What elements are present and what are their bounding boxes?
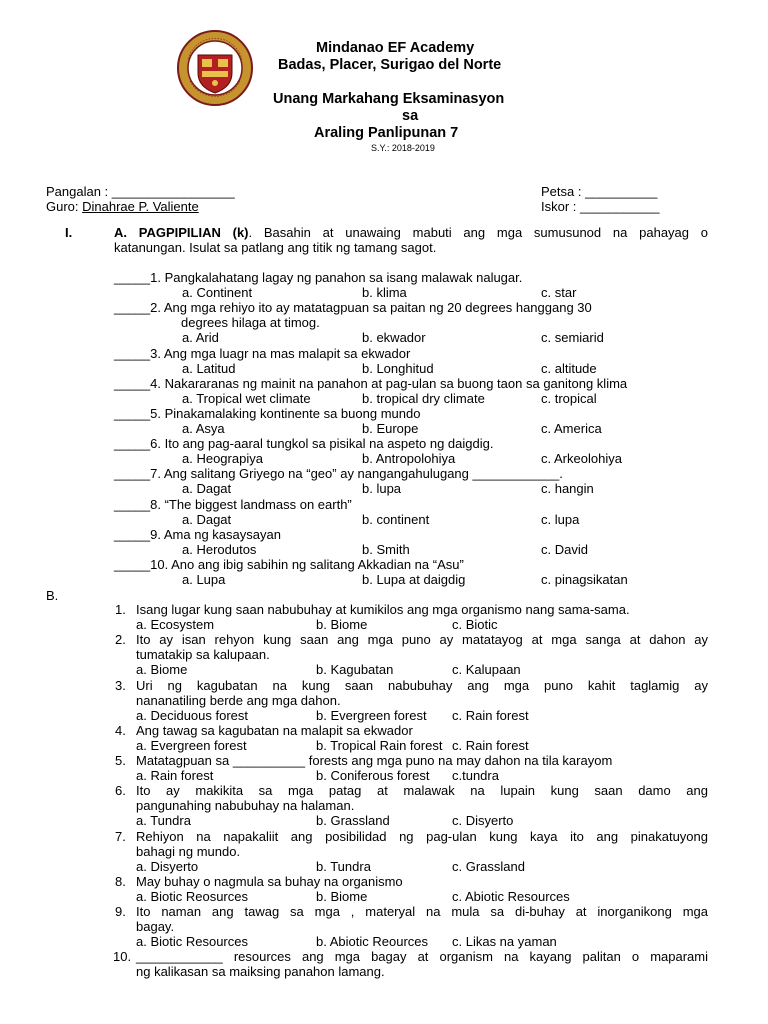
question-text: _____3. Ang mga luagr na mas malapit sa ekwador xyxy=(114,345,411,361)
part-b-label: B. xyxy=(46,588,59,603)
choice-a: a. Biome xyxy=(136,662,188,678)
choice-a: a. Ecosystem xyxy=(136,617,215,633)
school-address: Badas, Placer, Surigao del Norte xyxy=(278,57,502,73)
choice-b: b. ekwador xyxy=(362,330,426,346)
item-number: 5. xyxy=(115,753,126,768)
subject-title: Araling Panlipunan 7 xyxy=(314,125,459,141)
score-field: Iskor : ___________ xyxy=(541,199,660,214)
item-number: 7. xyxy=(115,828,126,844)
date-field: Petsa : __________ xyxy=(541,184,658,199)
item-number: 6. xyxy=(115,783,126,799)
question-text: Uri ng kagubatan na kung saan nabubuhay ang mga puno kahit taglamig ay xyxy=(136,677,708,693)
question-text: Matatagpuan sa __________ forests ang mga puno na may dahon na tila karayom xyxy=(136,753,613,768)
question-text: pangunahing nabubuhay na halaman. xyxy=(136,798,355,814)
question-text: _____2. Ang mga rehiyo ito ay matatagpuan sa paitan ng 20 degrees hanggang 30 xyxy=(114,300,592,316)
choice-a: a. Rain forest xyxy=(136,768,214,784)
choice-b: b. Evergreen forest xyxy=(316,707,427,723)
question-text: bagay. xyxy=(136,919,175,935)
teacher-name: Dinahrae P. Valiente xyxy=(82,199,199,214)
question-text: Ito naman ang tawag sa mga , materyal na mula sa di-buhay at inorganikong mga xyxy=(136,904,708,919)
choice-c: c. Grassland xyxy=(452,858,525,874)
choice-c: c. Kalupaan xyxy=(452,662,521,678)
item-number: 8. xyxy=(115,873,126,889)
choice-c: c.tundra xyxy=(452,768,499,784)
question-text: _____8. “The biggest landmass on earth” xyxy=(114,496,352,512)
exam-title-sa: sa xyxy=(402,108,419,124)
choice-c: c. lupa xyxy=(541,511,580,527)
choice-a: a. Deciduous forest xyxy=(136,707,249,723)
question-text: Isang lugar kung saan nabubuhay at kumikilos ang mga organismo nang sama-sama. xyxy=(136,602,630,617)
part-a-instruction-2: katanungan. Isulat sa patlang ang titik ng tamang sagot. xyxy=(114,240,437,255)
question-text: Ito ay makikita sa mga patag at malawak na lupain kung saan damo ang xyxy=(136,783,708,799)
question-text: Rehiyon na napakaliit ang posibilidad ng pag-ulan kung kaya ito ang pinakatuyong xyxy=(136,828,708,844)
choice-a: a. Tropical wet climate xyxy=(182,390,311,406)
choice-c: c. pinagsikatan xyxy=(541,572,628,587)
school-seal-logo xyxy=(176,29,254,107)
part-a-heading: A. PAGPIPILIAN (k) xyxy=(114,225,249,240)
choice-a: a. Lupa xyxy=(182,572,226,587)
choice-b: b. Grassland xyxy=(316,813,390,829)
choice-c: c. Rain forest xyxy=(452,707,529,723)
choice-b: b. lupa xyxy=(362,481,402,497)
part-roman: I. xyxy=(65,225,73,240)
question-text: _____5. Pinakamalaking kontinente sa buong mundo xyxy=(114,405,421,421)
choice-b: b. Europe xyxy=(362,421,419,436)
choice-a: a. Dagat xyxy=(182,481,232,497)
choice-b: b. Smith xyxy=(362,541,410,557)
school-year: S.Y.: 2018-2019 xyxy=(371,143,435,153)
choice-c: c. America xyxy=(541,421,602,436)
question-text: _____7. Ang salitang Griyego na “geo” ay nangangahulugang ____________. xyxy=(114,466,563,482)
question-text: _____9. Ama ng kasaysayan xyxy=(114,526,281,542)
choice-b: b. klima xyxy=(362,285,407,301)
choice-a: a. Biotic Reosurces xyxy=(136,888,248,904)
choice-b: b. Tropical Rain forest xyxy=(316,737,443,753)
exam-title: Unang Markahang Eksaminasyon xyxy=(273,91,505,107)
choice-c: c. semiarid xyxy=(541,330,604,346)
choice-a: a. Evergreen forest xyxy=(136,737,247,753)
question-text: bahagi ng mundo. xyxy=(136,843,241,859)
question-text: May buhay o nagmula sa buhay na organismo xyxy=(136,873,403,889)
choice-c: c. star xyxy=(541,285,577,301)
choice-c: c. hangin xyxy=(541,481,594,497)
item-number: 3. xyxy=(115,677,126,693)
choice-a: a. Heograpiya xyxy=(182,451,263,467)
choice-c: c. Arkeolohiya xyxy=(541,451,622,467)
choice-c: c. Disyerto xyxy=(452,813,514,829)
choice-a: a. Disyerto xyxy=(136,858,199,874)
choice-a: a. Dagat xyxy=(182,511,232,527)
school-name: Mindanao EF Academy xyxy=(316,40,475,56)
choice-c: c. Likas na yaman xyxy=(452,934,557,950)
choice-c: c. Rain forest xyxy=(452,737,529,753)
name-field: Pangalan : _________________ xyxy=(46,184,235,199)
question-text: nananatiling berde ang mga dahon. xyxy=(136,692,341,708)
choice-a: a. Biotic Resources xyxy=(136,934,248,950)
question-text: tumatakip sa kalupaan. xyxy=(136,647,270,663)
choice-a: a. Tundra xyxy=(136,813,191,829)
choice-b: b. Abiotic Reources xyxy=(316,934,429,950)
item-number: 1. xyxy=(115,602,126,617)
choice-b: b. Kagubatan xyxy=(316,662,394,678)
choice-b: b. Biome xyxy=(316,617,368,633)
item-number: 10. xyxy=(113,949,132,965)
choice-b: b. Lupa at daigdig xyxy=(362,572,466,587)
choice-a: a. Arid xyxy=(182,330,219,346)
question-text: _____1. Pangkalahatang lagay ng panahon sa isang malawak nalugar. xyxy=(114,270,523,285)
choice-a: a. Asya xyxy=(182,421,225,436)
choice-c: c. altitude xyxy=(541,360,597,376)
choice-a: a. Herodutos xyxy=(182,541,257,557)
question-text: Ito ay isan rehyon kung saan ang mga puno ay matatayog at mga sanga at dahon ay xyxy=(136,632,708,648)
choice-b: b. Longhitud xyxy=(362,360,434,376)
choice-b: b. Tundra xyxy=(316,858,371,874)
choice-c: c. Abiotic Resources xyxy=(452,888,570,904)
choice-a: a. Continent xyxy=(182,285,253,301)
item-number: 2. xyxy=(115,632,126,648)
choice-b: b. Antropolohiya xyxy=(362,451,456,467)
item-number: 9. xyxy=(115,904,126,919)
part-a-instruction: A. PAGPIPILIAN (k). Basahin at unawaing mabuti ang mga sumusunod na pahayag o xyxy=(114,225,708,240)
choice-b: b. continent xyxy=(362,511,430,527)
question-text: _____10. Ano ang ibig sabihin ng salitang Akkadian na “Asu” xyxy=(114,556,464,572)
choice-c: c. tropical xyxy=(541,390,597,406)
teacher-field: Guro: Dinahrae P. Valiente xyxy=(46,199,199,214)
choice-b: b. tropical dry climate xyxy=(362,390,485,406)
choice-b: b. Coniferous forest xyxy=(316,768,430,784)
question-text: ____________ resources ang mga bagay at organism na kayang palitan o maparami xyxy=(136,949,708,965)
choice-c: c. David xyxy=(541,541,588,557)
item-number: 4. xyxy=(115,722,126,738)
question-text: Ang tawag sa kagubatan na malapit sa ekwador xyxy=(136,722,413,738)
question-text-cont: degrees hilaga at timog. xyxy=(181,315,320,331)
question-text: _____6. Ito ang pag-aaral tungkol sa pisikal na aspeto ng daigdig. xyxy=(114,436,494,452)
choice-b: b. Biome xyxy=(316,888,368,904)
choice-a: a. Latitud xyxy=(182,360,236,376)
question-text: ng kalikasan sa maiksing panahon lamang. xyxy=(136,964,385,980)
choice-c: c. Biotic xyxy=(452,617,498,633)
question-text: _____4. Nakararanas ng mainit na panahon at pag-ulan sa buong taon sa ganitong klima xyxy=(114,375,628,391)
